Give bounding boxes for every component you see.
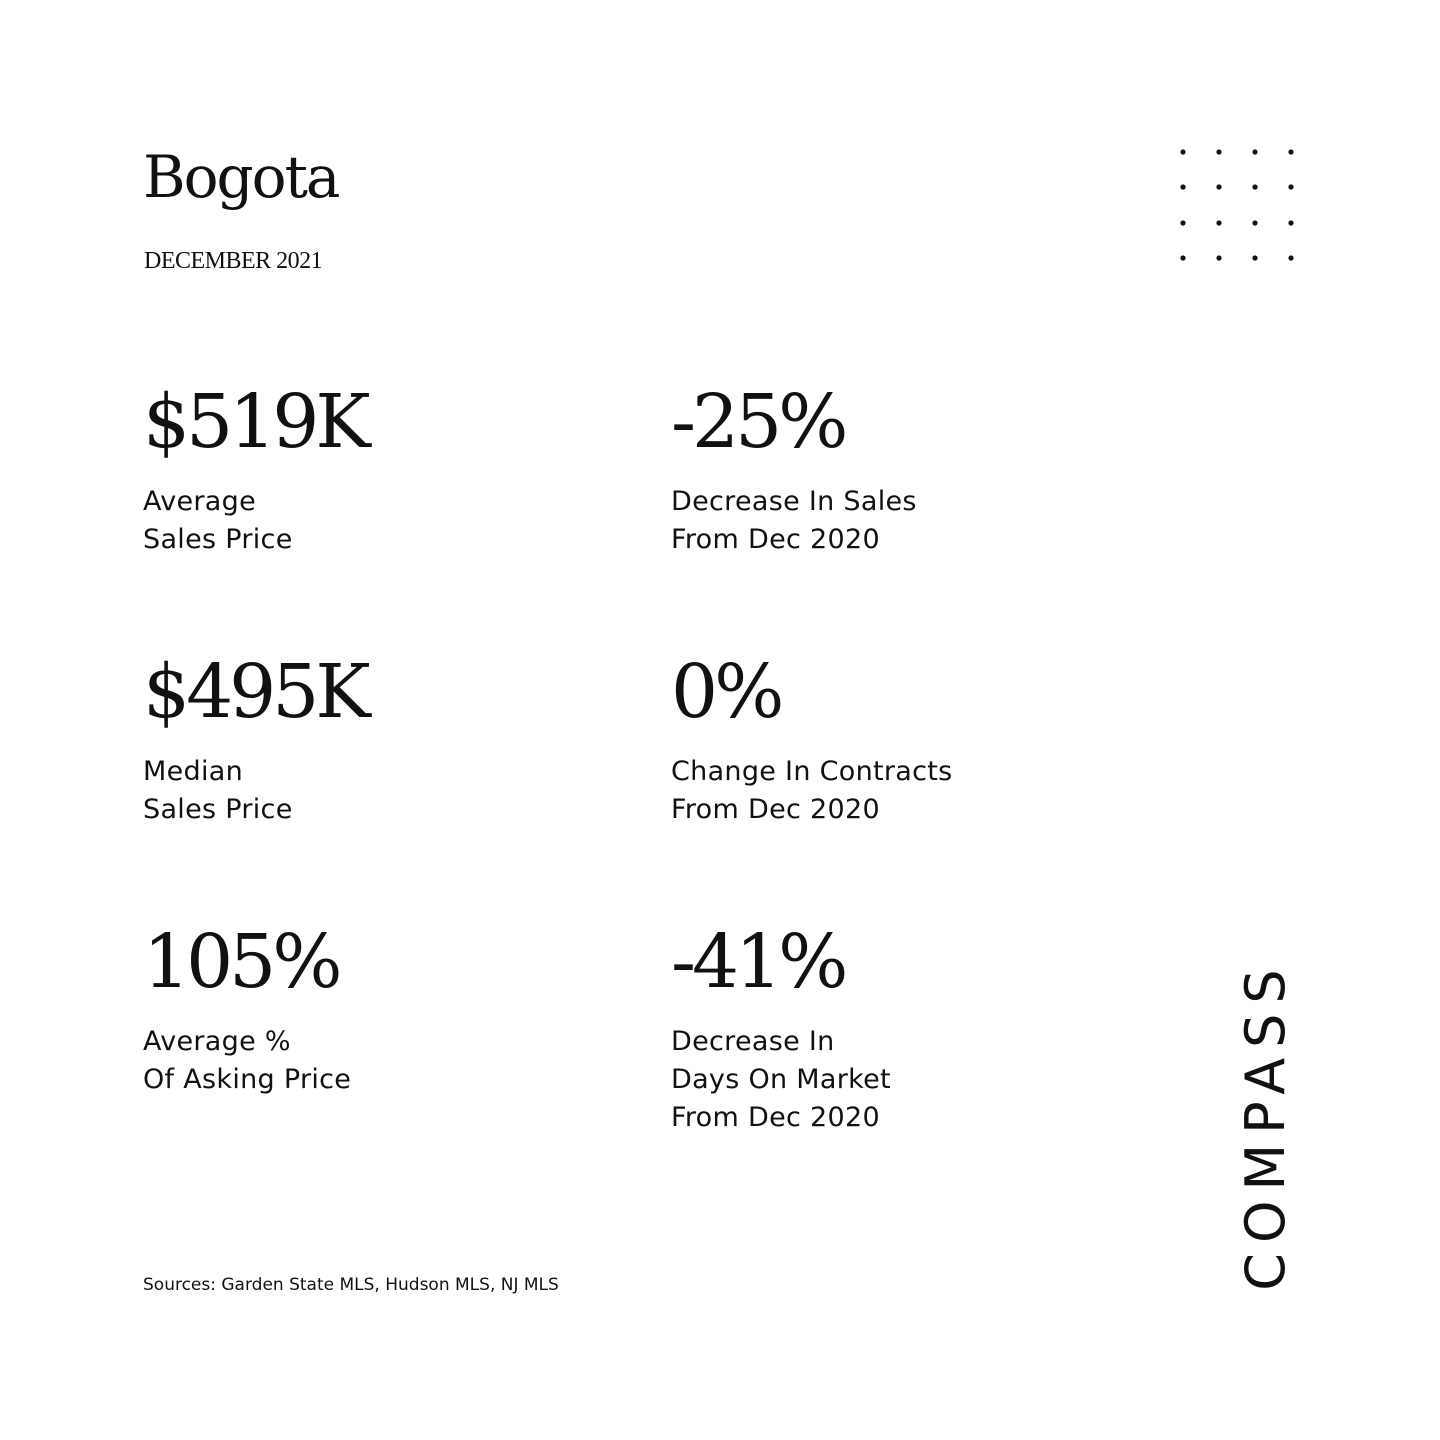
stat-value: 105% bbox=[143, 919, 339, 1005]
stat-value: -41% bbox=[671, 919, 845, 1005]
stat-value: $495K bbox=[143, 649, 367, 735]
page-title: Bogota bbox=[143, 143, 339, 211]
stat-label: Median Sales Price bbox=[143, 756, 293, 825]
stat-average-sales-price bbox=[143, 379, 367, 559]
stat-label: Change In Contracts From Dec 2020 bbox=[671, 756, 953, 825]
stat-label: Average % Of Asking Price bbox=[143, 1026, 352, 1095]
stat-label: Decrease In Days On Market From Dec 2020 bbox=[671, 1026, 891, 1133]
logo-text: COMPASS bbox=[1234, 959, 1297, 1291]
stat-days-on-market-change bbox=[671, 919, 891, 1137]
sources-note: Sources: Garden State MLS, Hudson MLS, NJ MLS bbox=[143, 1275, 559, 1295]
stat-value: -25% bbox=[671, 379, 845, 465]
stat-label: Average Sales Price bbox=[143, 486, 293, 555]
report-date: DECEMBER 2021 bbox=[144, 248, 323, 274]
stat-median-sales-price bbox=[143, 649, 367, 829]
stat-percent-of-asking bbox=[143, 919, 352, 1099]
compass-logo bbox=[1234, 955, 1297, 1295]
stat-value: $519K bbox=[143, 379, 367, 465]
dot-grid-decoration bbox=[1175, 144, 1299, 268]
stat-sales-change bbox=[671, 379, 917, 559]
stat-contracts-change bbox=[671, 649, 953, 829]
stat-value: 0% bbox=[671, 649, 781, 735]
stat-label: Decrease In Sales From Dec 2020 bbox=[671, 486, 917, 555]
